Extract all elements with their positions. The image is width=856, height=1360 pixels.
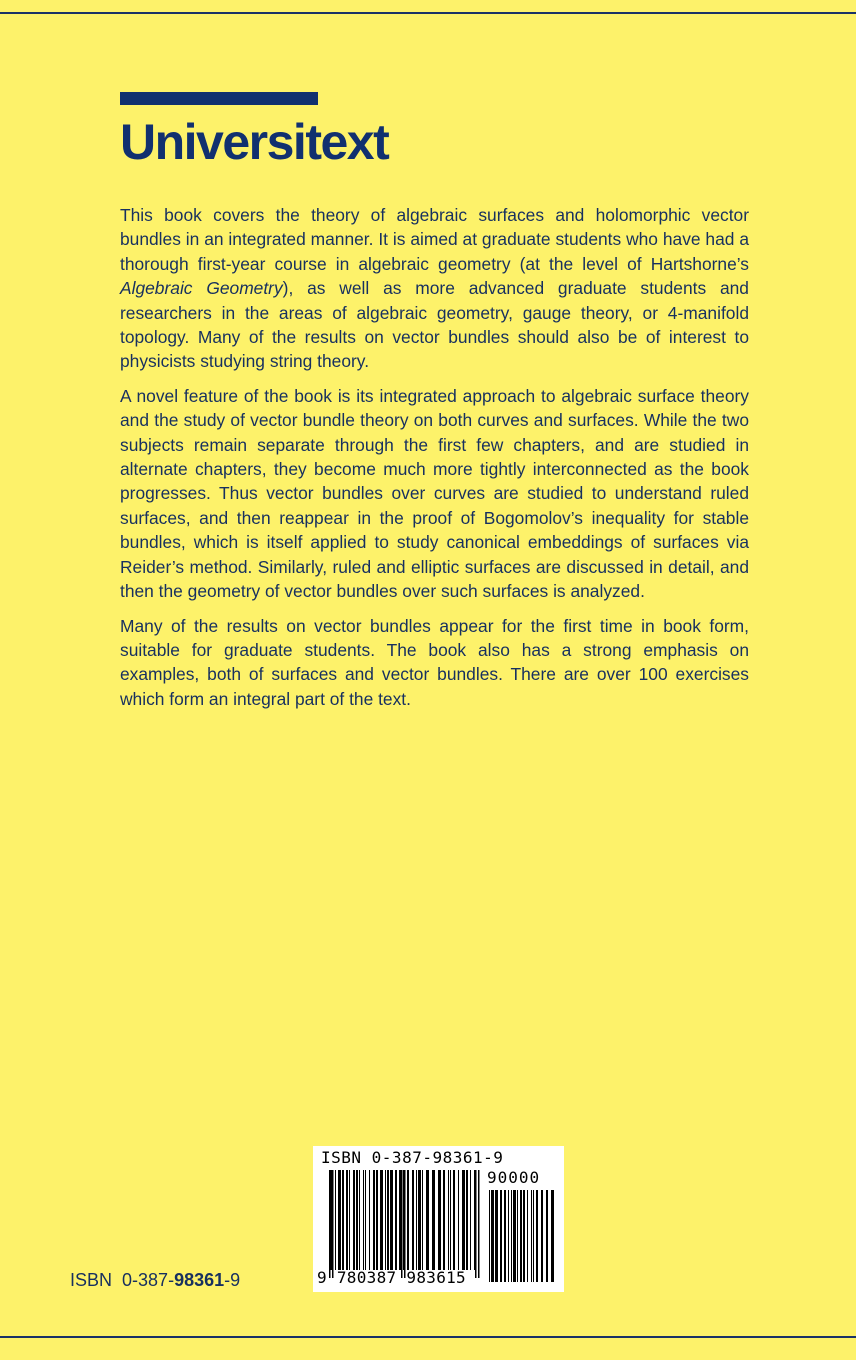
barcode-bar: [369, 1170, 370, 1270]
barcode-bar: [541, 1190, 543, 1282]
barcode-bar: [376, 1170, 378, 1270]
barcode-bar: [527, 1190, 528, 1282]
blurb-paragraph-1-before: This book covers the theory of algebraic surfaces and holomorphic vector bundles in an integrated manner. It is aimed at graduate students who have had a thorough first-year course in algebraic geometry (at the level of Hartshorne’s: [120, 205, 749, 274]
barcode-bar: [438, 1170, 441, 1270]
barcode-bar: [353, 1170, 355, 1270]
barcode-bar: [517, 1190, 518, 1282]
blurb-paragraph-2: A novel feature of the book is its integrated approach to algebraic surface theory and the study of vector bundle theory on both curves and surfaces. While the two subjects remain separate through the first few chapters, and are studied in alternate chapters, they become much more tightly interconnected as the book progresses. Thus vector bundles over curves are studied to understand ruled surfaces, and then reappear in the proof of Bogomolov’s inequality for stable bundles, which is itself applied to study canonical embeddings of surfaces via Reider’s method. Similarly, ruled and elliptic surfaces are discussed in detail, and then the geometry of vector bundles over such surfaces is analyzed.: [120, 385, 749, 602]
barcode-bar: [426, 1170, 429, 1270]
barcode-bar: [536, 1190, 538, 1282]
barcode-bar: [466, 1170, 468, 1270]
barcode-bar: [346, 1170, 348, 1270]
barcode-bar: [513, 1190, 516, 1282]
barcode-bar: [385, 1170, 386, 1270]
barcode-bar: [443, 1170, 445, 1270]
barcode-bar: [395, 1170, 397, 1270]
barcode-label: [313, 1146, 564, 1292]
isbn-suffix: -9: [224, 1270, 241, 1290]
barcode-bar: [491, 1190, 494, 1282]
barcode-bar: [390, 1170, 393, 1270]
barcode-addon-price: 90000: [487, 1168, 541, 1187]
barcode-bar: [407, 1170, 409, 1270]
barcode-bar: [533, 1190, 534, 1282]
barcode-bar: [470, 1170, 471, 1270]
top-rule: [0, 12, 856, 14]
book-title-reference: Algebraic Geometry: [120, 278, 283, 299]
blurb-paragraph-1-after: ), as well as more advanced graduate students and researchers in the areas of algebraic geometry, gauge theory, or 4-manifold topology. Many of the results on vector bundles should also be of interest to physicists studying string theory.: [120, 278, 749, 372]
barcode-bar: [387, 1170, 389, 1270]
barcode-bar: [520, 1190, 522, 1282]
barcode-bar: [551, 1190, 554, 1282]
barcode-bar: [412, 1170, 414, 1270]
barcode-ean-digits: 9 780387 983615: [317, 1268, 466, 1287]
barcode-bar: [356, 1170, 358, 1270]
blurb-paragraph-1: [120, 203, 749, 374]
barcode-bar: [422, 1170, 423, 1270]
barcode-bar: [349, 1170, 350, 1270]
barcode-bar: [546, 1190, 548, 1282]
isbn-label: ISBN: [70, 1270, 113, 1290]
barcode-bar: [342, 1170, 344, 1270]
barcode-bar: [504, 1190, 506, 1282]
barcode-guard-bar: [404, 1170, 406, 1278]
barcode-bar: [365, 1170, 366, 1270]
back-cover-blurb: [120, 203, 749, 721]
blurb-paragraph-3: Many of the results on vector bundles appear for the first time in book form, suitable for graduate students. The book also has a strong emphasis on examples, both of surfaces and vector bundles. There are over 100 exercises which form an integral part of the text.: [120, 615, 749, 709]
barcode-bar: [448, 1170, 449, 1270]
barcode-bar: [511, 1190, 512, 1282]
bottom-rule: [0, 1336, 856, 1338]
barcode-guard-bar: [475, 1170, 477, 1278]
barcode-bar: [373, 1170, 375, 1270]
barcode-bar: [500, 1190, 502, 1282]
series-title: Universitext: [120, 114, 389, 170]
barcode-bar: [338, 1170, 341, 1270]
barcode-guard-bar: [329, 1170, 331, 1278]
barcode-bar: [380, 1170, 383, 1270]
barcode-bar: [489, 1190, 490, 1282]
barcode-guard-bar: [401, 1170, 403, 1278]
isbn-prefix: 0-387-: [122, 1270, 175, 1290]
barcode-bar: [523, 1190, 525, 1282]
barcode-bar: [508, 1190, 509, 1282]
barcode-bar: [416, 1170, 417, 1270]
isbn-bold-part: 98361: [174, 1270, 225, 1290]
barcode-bar: [458, 1170, 459, 1270]
barcode-bar: [450, 1170, 451, 1270]
barcode-guard-bar: [478, 1170, 480, 1278]
isbn-number: [70, 1268, 240, 1292]
barcode-guard-bar: [332, 1170, 334, 1278]
barcode-bar: [363, 1170, 364, 1270]
barcode-bar: [418, 1170, 421, 1270]
barcode-isbn-line: ISBN 0-387-98361-9: [321, 1148, 504, 1167]
barcode-bar: [462, 1170, 465, 1270]
series-title-bar: [120, 92, 318, 105]
barcode-bar: [432, 1170, 435, 1270]
barcode-bar: [495, 1190, 498, 1282]
barcode-bar: [531, 1190, 532, 1282]
barcode-bar: [335, 1170, 336, 1270]
barcode-bar: [359, 1170, 360, 1270]
barcode-bar: [453, 1170, 455, 1270]
